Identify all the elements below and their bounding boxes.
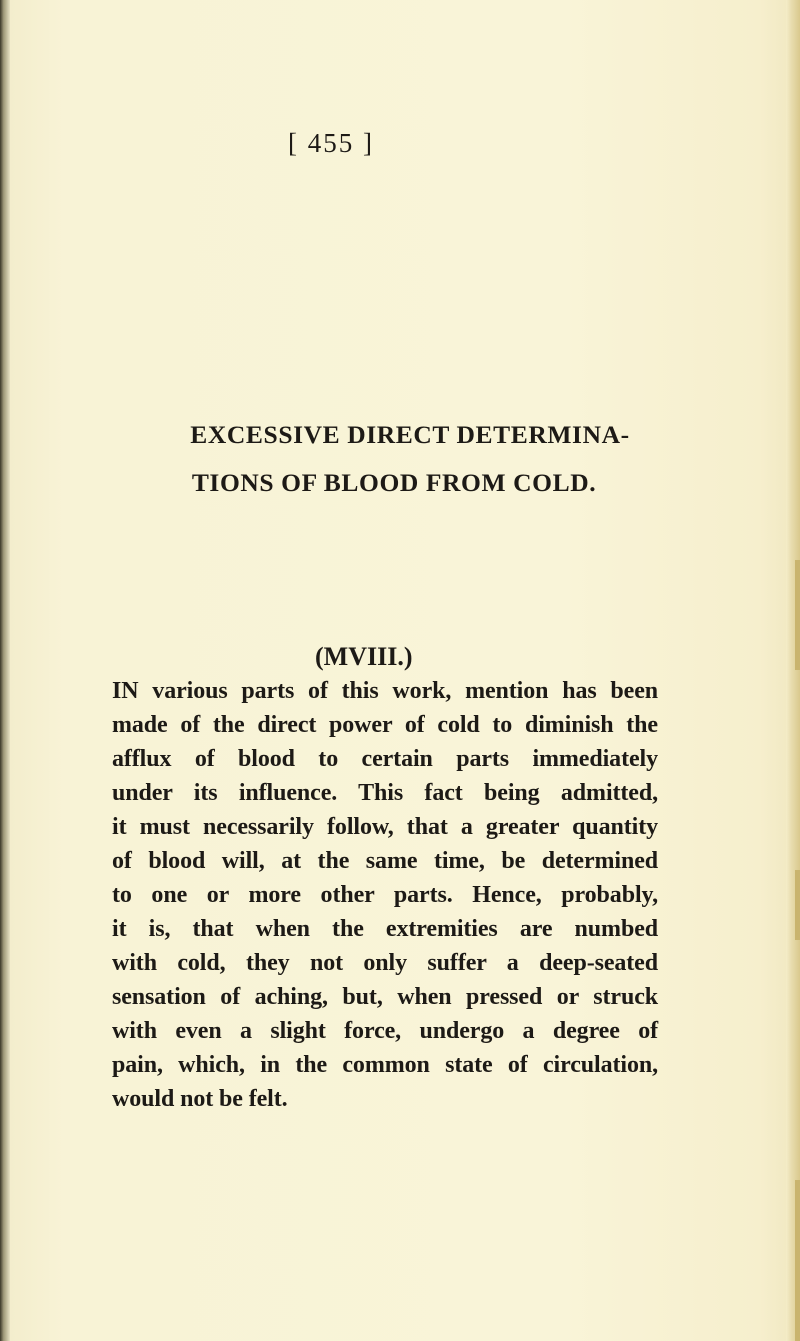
body-paragraph <box>112 674 658 1116</box>
paragraph-line: afflux of blood to certain parts immediately <box>112 746 658 772</box>
paragraph-line: it must necessarily follow, that a greater quantity <box>112 814 658 840</box>
page-edge-stain <box>795 870 800 940</box>
paragraph-line: pain, which, in the common state of circulation, <box>112 1052 658 1078</box>
page-binding-edge <box>0 0 10 1341</box>
paragraph-line: of blood will, at the same time, be determined <box>112 848 658 874</box>
paragraph-line: it is, that when the extremities are numbed <box>112 916 658 942</box>
chapter-heading-line-2: TIONS OF BLOOD FROM COLD. <box>191 468 597 497</box>
paragraph-line: made of the direct power of cold to diminish the <box>112 712 658 738</box>
section-number: (MVIII.) <box>315 642 413 671</box>
chapter-heading-line-1: EXCESSIVE DIRECT DETERMINA- <box>190 420 630 449</box>
paragraph-line: with cold, they not only suffer a deep-seated <box>112 950 658 976</box>
page-edge-stain <box>795 560 800 670</box>
paragraph-line: IN various parts of this work, mention has been <box>112 678 658 704</box>
paragraph-line: under its influence. This fact being admitted, <box>112 780 658 806</box>
paragraph-line: sensation of aching, but, when pressed or struck <box>112 984 658 1010</box>
paragraph-line: would not be felt. <box>112 1086 288 1112</box>
page-edge-stain <box>795 1180 800 1341</box>
paragraph-line: with even a slight force, undergo a degree of <box>112 1018 658 1044</box>
paragraph-line: to one or more other parts. Hence, probably, <box>112 882 658 908</box>
page-number: [ 455 ] <box>288 128 374 158</box>
page-fore-edge <box>786 0 800 1341</box>
